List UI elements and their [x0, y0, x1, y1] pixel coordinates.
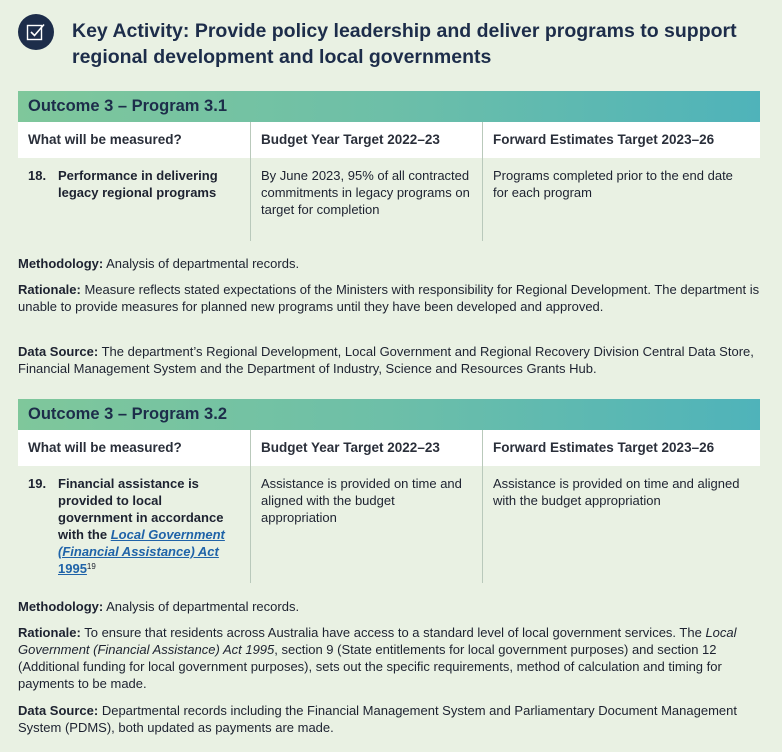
measure-prefix: Financial assistance is provided to local government in accordance with the [58, 476, 224, 542]
act-link-title: Local Government (Financial Assistance) Act [58, 527, 225, 559]
methodology-text: Analysis of departmental records. [106, 256, 300, 271]
data-source-paragraph [18, 702, 760, 736]
data-source-paragraph [18, 343, 760, 377]
methodology-paragraph [18, 255, 760, 272]
table-row [18, 466, 760, 583]
program-3-2-table [18, 399, 760, 583]
table-header-row [18, 122, 760, 158]
column-header-budget-year: Budget Year Target 2022–23 [250, 122, 482, 158]
budget-target-cell: Assistance is provided on time and aligned with the budget appropriation [250, 466, 482, 583]
program-3-1-table [18, 91, 760, 241]
measure-number: 18. [28, 168, 47, 183]
measure-text [58, 475, 240, 577]
forward-target-cell: Programs completed prior to the end date for each program [482, 158, 760, 241]
rationale-text: To ensure that residents across Australia have access to a standard level of local government services. The [84, 625, 702, 640]
rationale-paragraph [18, 624, 760, 692]
methodology-label: Methodology: [18, 256, 104, 271]
table-header-row [18, 430, 760, 466]
key-activity-header [18, 10, 768, 80]
methodology-paragraph [18, 598, 760, 615]
rationale-text-continued: , section 9 (State entitlements for local government purposes) and section 12 (Additional funding for local government purposes), sets out the specific requirements, method of calculation and timing for payments to be made. [18, 642, 722, 691]
measure-cell [18, 466, 250, 583]
rationale-paragraph [18, 281, 760, 315]
measure-number: 19. [28, 476, 47, 491]
measure-cell [18, 158, 250, 241]
data-source-text: Departmental records including the Financial Management System and Parliamentary Document Management System (PDMS), both updated as payments are made. [18, 703, 737, 735]
rationale-text: Measure reflects stated expectations of the Ministers with responsibility for Regional Development. The department is unable to provide measures for planned new programs until they have been developed and approved. [18, 282, 760, 314]
measure-text: Performance in delivering legacy regional programs [58, 168, 218, 200]
rationale-act-title: Local Government (Financial Assistance) Act 1995 [18, 625, 737, 657]
act-link-year: 1995 [58, 561, 87, 576]
column-header-forward-estimates: Forward Estimates Target 2023–26 [482, 122, 760, 158]
rationale-label: Rationale: [18, 282, 81, 297]
checkbox-tick-icon [18, 14, 54, 50]
data-source-label: Data Source: [18, 703, 99, 718]
forward-target-cell: Assistance is provided on time and aligned with the budget appropriation [482, 466, 760, 583]
table-row [18, 158, 760, 241]
rationale-label: Rationale: [18, 625, 81, 640]
program-3-2-heading: Outcome 3 – Program 3.2 [18, 399, 760, 430]
budget-target-cell: By June 2023, 95% of all contracted commitments in legacy programs on target for completion [250, 158, 482, 241]
column-header-measure: What will be measured? [18, 122, 250, 158]
column-header-measure: What will be measured? [18, 430, 250, 466]
methodology-text: Analysis of departmental records. [106, 599, 300, 614]
data-source-text: The department’s Regional Development, Local Government and Regional Recovery Division Central Data Store, Financial Management System and the Department of Industry, Science and Resources Grants Hub. [18, 344, 754, 376]
key-activity-title: Key Activity: Provide policy leadership and deliver programs to support regional development and local governments [72, 20, 737, 68]
column-header-budget-year: Budget Year Target 2022–23 [250, 430, 482, 466]
methodology-label: Methodology: [18, 599, 104, 614]
program-3-1-heading: Outcome 3 – Program 3.1 [18, 91, 760, 122]
column-header-forward-estimates: Forward Estimates Target 2023–26 [482, 430, 760, 466]
data-source-label: Data Source: [18, 344, 99, 359]
footnote-marker[interactable]: 19 [86, 562, 96, 571]
